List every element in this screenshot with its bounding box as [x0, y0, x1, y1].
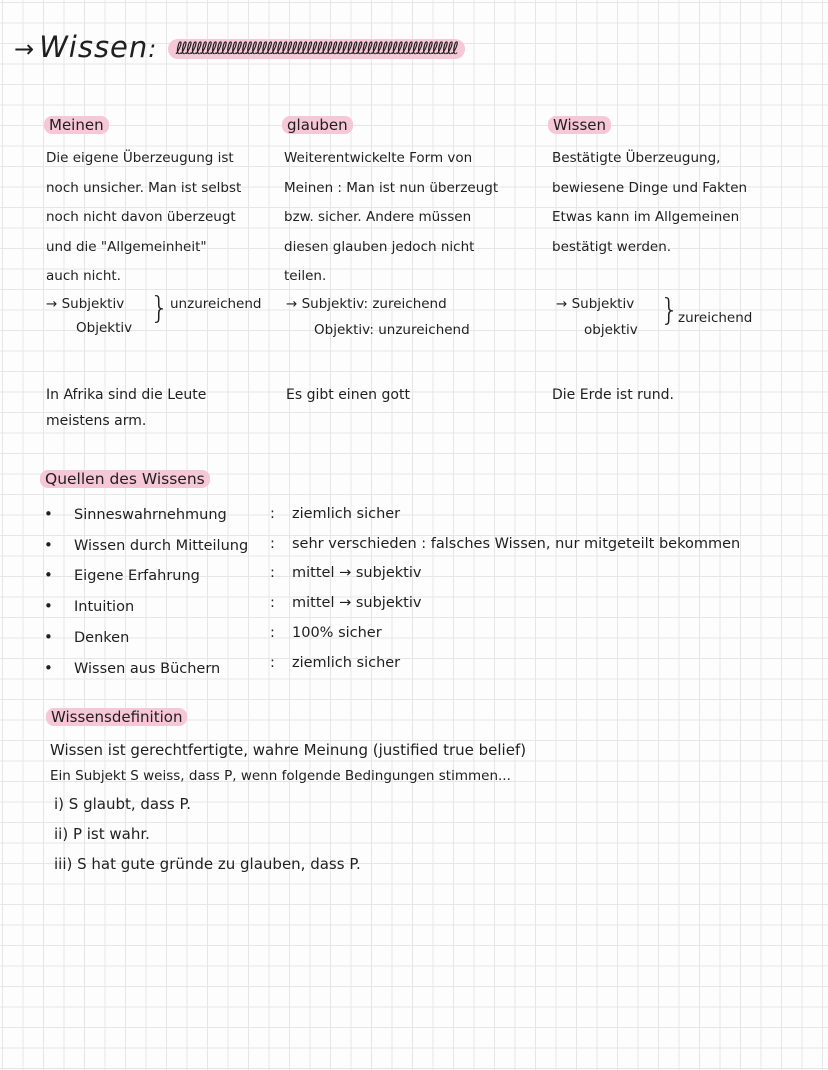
glauben-line: Weiterentwickelte Form von	[284, 150, 473, 166]
glauben-line: diesen glauben jedoch nicht	[284, 238, 475, 255]
sources-notes	[270, 500, 740, 678]
glauben-description	[284, 144, 519, 292]
meinen-line: noch unsicher. Man ist selbst	[46, 179, 242, 196]
verdict-item: Subjektiv	[61, 296, 125, 312]
wissen-line: bewiesene Dinge und Fakten	[552, 179, 748, 196]
wissen-line: Etwas kann im Allgemeinen	[552, 209, 740, 225]
bullet-icon: •	[44, 627, 53, 646]
list-item: • Wissen durch Mitteilung	[44, 531, 248, 562]
source-note: : 100% sicher	[270, 624, 382, 641]
bullet-icon: •	[44, 505, 53, 523]
source-note: : sehr verschieden : falsches Wissen, nur mitgeteilt bekommen	[270, 535, 741, 552]
meinen-line: noch nicht davon überzeugt	[46, 209, 236, 225]
bullet-icon: •	[44, 535, 53, 554]
arrow-icon: →	[286, 296, 298, 312]
sources-list	[44, 500, 248, 684]
verdict-line: Subjektiv: zureichend	[301, 296, 447, 312]
glauben-line: Meinen : Man ist nun überzeugt	[284, 179, 499, 196]
page-title	[14, 30, 465, 64]
title-decoration: ℓℓℓℓℓℓℓℓℓℓℓℓℓℓℓℓℓℓℓℓℓℓℓℓℓℓℓℓℓℓℓℓℓℓℓℓℓℓℓℓℓℓℓℓℓℓℓℓℓℓℓℓℓℓℓℓ	[168, 39, 465, 59]
heading-meinen: Meinen	[44, 116, 109, 134]
verdict-result: zureichend	[678, 310, 753, 326]
definition-condition: iii) S hat gute gründe zu glauben, dass P.	[54, 855, 361, 873]
list-item: • Eigene Erfahrung	[44, 561, 248, 592]
wissen-line: bestätigt werden.	[552, 238, 672, 255]
list-item: • Intuition	[44, 592, 248, 623]
verdict-item: Objektiv	[76, 320, 133, 336]
bullet-icon: •	[44, 597, 53, 616]
list-item: • Denken	[44, 623, 248, 654]
list-item: • Sinneswahrnehmung	[44, 500, 248, 531]
glauben-line: bzw. sicher. Andere müssen	[284, 209, 472, 225]
meinen-example: In Afrika sind die Leute meistens arm.	[46, 387, 207, 429]
meinen-line: und die "Allgemeinheit"	[46, 238, 207, 255]
heading-wissen: Wissen	[548, 116, 611, 134]
title-colon: :	[148, 35, 158, 63]
wissen-verdict	[556, 292, 634, 316]
meinen-line: auch nicht.	[46, 268, 121, 284]
wissen-description	[552, 144, 792, 262]
wissen-example: Die Erde ist rund.	[552, 387, 675, 403]
source-note: : mittel → subjektiv	[270, 565, 422, 582]
arrow-icon: →	[46, 296, 58, 312]
heading-definition: Wissensdefinition	[46, 708, 187, 726]
heading-sources: Quellen des Wissens	[40, 470, 210, 488]
list-item: • Wissen aus Büchern	[44, 654, 248, 685]
bullet-icon: •	[44, 658, 53, 677]
source-note: : ziemlich sicher	[270, 654, 401, 671]
definition-line: Wissen ist gerechtfertigte, wahre Meinung (justified true belief)	[50, 741, 527, 759]
title-arrow-icon: →	[14, 35, 36, 63]
brace-icon: }	[150, 291, 170, 326]
meinen-line: Die eigene Überzeugung ist	[46, 150, 234, 166]
heading-glauben: glauben	[282, 116, 353, 134]
definition-condition: i) S glaubt, dass P.	[54, 795, 191, 813]
definition-condition: ii) P ist wahr.	[54, 825, 150, 843]
glauben-example: Es gibt einen gott	[286, 387, 410, 403]
bullet-icon: •	[44, 566, 53, 585]
source-note: : ziemlich sicher	[270, 506, 401, 522]
title-text: Wissen	[39, 30, 149, 64]
glauben-line: teilen.	[284, 268, 327, 284]
glauben-verdict	[286, 292, 447, 316]
verdict-line: Objektiv: unzureichend	[314, 322, 470, 338]
verdict-item: Subjektiv	[571, 296, 635, 312]
meinen-verdict	[46, 292, 124, 316]
brace-icon: }	[660, 293, 680, 328]
arrow-icon: →	[556, 296, 568, 312]
wissen-line: Bestätigte Überzeugung,	[552, 150, 721, 166]
source-note: : mittel → subjektiv	[270, 595, 422, 612]
meinen-description	[46, 144, 281, 292]
definition-line: Ein Subjekt S weiss, dass P, wenn folgende Bedingungen stimmen...	[50, 768, 511, 784]
verdict-result: unzureichend	[170, 296, 262, 312]
verdict-item: objektiv	[584, 322, 638, 338]
